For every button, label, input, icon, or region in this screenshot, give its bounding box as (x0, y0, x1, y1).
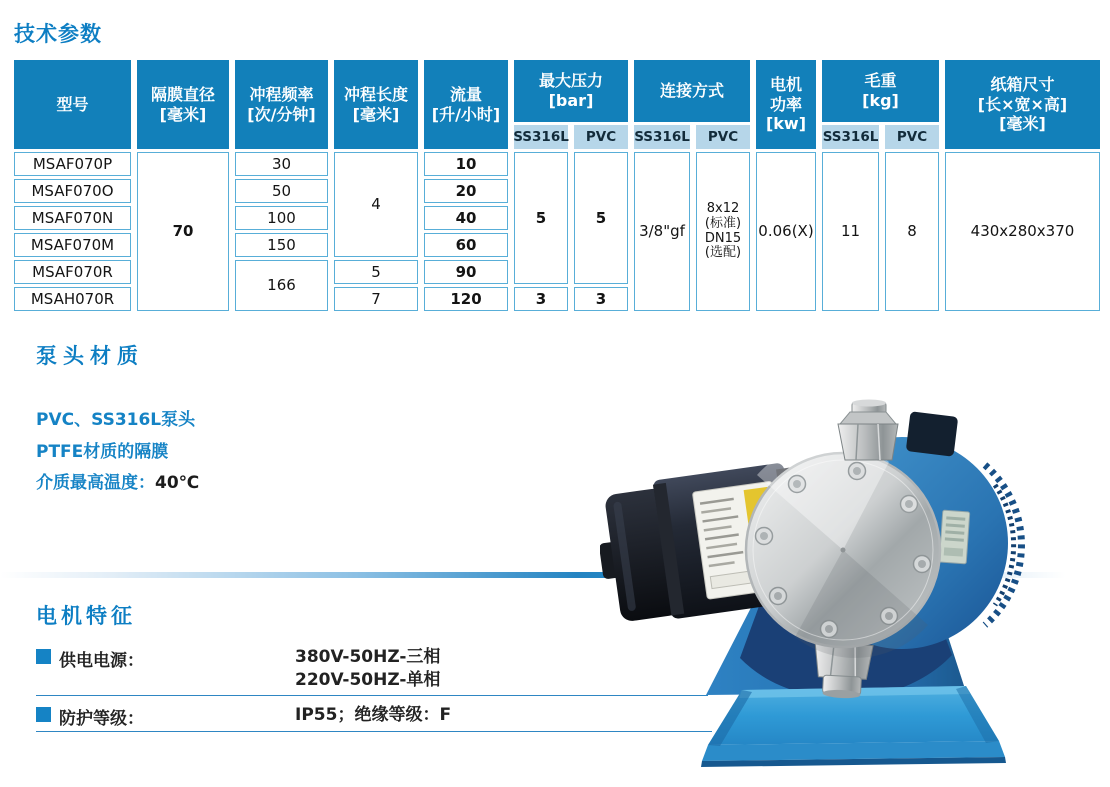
cell-model-4: MSAF070M (14, 233, 131, 257)
cell-conn-pvc-l1: 8x12 (706, 201, 740, 217)
protection-class-label: 防护等级： (59, 709, 144, 729)
col-header-pressure-l2: [bar] (548, 91, 594, 110)
bullet-square-icon (36, 707, 51, 722)
pump-material-line2: PTFE材质的隔膜 (36, 442, 169, 462)
cell-flow-3: 40 (424, 206, 508, 230)
col-header-pressure (514, 60, 628, 122)
cell-flow-4: 60 (424, 233, 508, 257)
col-header-diaphragm-l2: [毫米] (159, 104, 207, 124)
col-header-motor-l2: 功率 (769, 94, 802, 114)
cell-conn-pvc-l3: DN15 (704, 230, 742, 246)
pump-material-title: 泵头材质 (36, 344, 144, 368)
pump-image (600, 388, 1080, 787)
col-header-stroke-freq (235, 60, 328, 149)
col-header-diaphragm-l1: 隔膜直径 (150, 84, 215, 104)
col-header-flow-l1: 流量 (449, 84, 482, 104)
cell-carton-size: 430x280x370 (945, 152, 1100, 311)
cell-freq-1: 30 (235, 152, 328, 176)
col-header-weight-l2: [kg] (862, 91, 899, 110)
cell-pressure-pvc-bottom: 3 (574, 287, 628, 311)
subheader-connection-pvc: PVC (696, 125, 750, 149)
power-supply-value-l2: 220V-50HZ-单相 (295, 669, 441, 690)
col-header-stroke-len-l2: [毫米] (352, 104, 400, 124)
cell-conn-pvc (696, 152, 750, 311)
power-supply-label: 供电电源： (59, 651, 144, 671)
cell-freq-3: 100 (235, 206, 328, 230)
cell-freq-4: 150 (235, 233, 328, 257)
cell-len-5: 5 (334, 260, 418, 284)
col-header-pressure-l1: 最大压力 (538, 71, 603, 91)
cell-flow-1: 10 (424, 152, 508, 176)
col-header-connection (634, 60, 750, 122)
cell-len-7: 7 (334, 287, 418, 311)
motor-features-title: 电机特征 (36, 604, 136, 628)
cell-model-1: MSAF070P (14, 152, 131, 176)
col-header-motor-l1: 电机 (769, 75, 802, 95)
col-header-weight (822, 60, 939, 122)
cell-flow-6: 120 (424, 287, 508, 311)
col-header-motor-power (756, 60, 816, 149)
housing-nameplate (939, 510, 970, 564)
col-header-weight-l1: 毛重 (864, 71, 897, 91)
power-supply-value-l1: 380V-50HZ-三相 (295, 647, 441, 667)
pump-material-line3 (36, 468, 199, 493)
cell-model-3: MSAF070N (14, 206, 131, 230)
pump-base (701, 686, 1006, 767)
bullet-square-icon (36, 649, 51, 664)
cell-motor-power: 0.06(X) (756, 152, 816, 311)
protection-class-value: IP55；绝缘等级：F (295, 705, 452, 725)
cell-pressure-pvc-top: 5 (574, 152, 628, 284)
cell-model-6: MSAH070R (14, 287, 131, 311)
cell-weight-pvc: 8 (885, 152, 939, 311)
cell-weight-ss316l: 11 (822, 152, 879, 311)
col-header-carton-l1: 纸箱尺寸 (990, 75, 1055, 95)
cell-flow-5: 90 (424, 260, 508, 284)
max-temp-value: 40℃ (155, 473, 200, 493)
col-header-connection-label: 连接方式 (659, 81, 724, 101)
col-header-stroke-freq-l1: 冲程频率 (249, 84, 314, 104)
cell-conn-ss316l: 3/8"gf (634, 152, 690, 311)
cell-pressure-ss-bottom: 3 (514, 287, 568, 311)
housing-top-box (906, 411, 959, 457)
pump-material-line1: PVC、SS316L泵头 (36, 410, 196, 430)
col-header-carton (945, 60, 1100, 149)
cell-diaphragm: 70 (137, 152, 229, 311)
subheader-weight-pvc: PVC (885, 125, 939, 149)
tech-params-title: 技术参数 (14, 22, 102, 46)
subheader-pressure-ss316l: SS316L (514, 125, 568, 149)
cell-len-merged: 4 (334, 152, 418, 257)
spec-table (14, 60, 1100, 311)
col-header-diaphragm (137, 60, 229, 149)
cell-conn-pvc-l4: (选配) (704, 245, 742, 261)
cell-freq-merged: 166 (235, 260, 328, 311)
col-header-model (14, 60, 131, 149)
col-header-flow (424, 60, 508, 149)
col-header-carton-l3: [毫米] (999, 114, 1046, 134)
subheader-connection-ss316l: SS316L (634, 125, 690, 149)
cell-freq-2: 50 (235, 179, 328, 203)
cell-model-5: MSAF070R (14, 260, 131, 284)
col-header-stroke-len-l1: 冲程长度 (343, 84, 408, 104)
cell-flow-2: 20 (424, 179, 508, 203)
pump-top-fitting (838, 400, 898, 461)
subheader-weight-ss316l: SS316L (822, 125, 879, 149)
col-header-flow-l2: [升/小时] (431, 104, 501, 124)
max-temp-label: 介质最高温度： (36, 473, 155, 493)
cell-conn-pvc-l2: (标准) (704, 215, 742, 231)
subheader-pressure-pvc: PVC (574, 125, 628, 149)
col-header-carton-l2: [长×宽×高] (977, 94, 1068, 114)
cell-pressure-ss-top: 5 (514, 152, 568, 284)
col-header-model-label: 型号 (56, 94, 89, 114)
col-header-stroke-freq-l2: [次/分钟] (247, 104, 316, 124)
cell-model-2: MSAF070O (14, 179, 131, 203)
col-header-motor-l3: [kw] (765, 114, 807, 134)
power-supply-value (295, 646, 440, 692)
col-header-stroke-len (334, 60, 418, 149)
